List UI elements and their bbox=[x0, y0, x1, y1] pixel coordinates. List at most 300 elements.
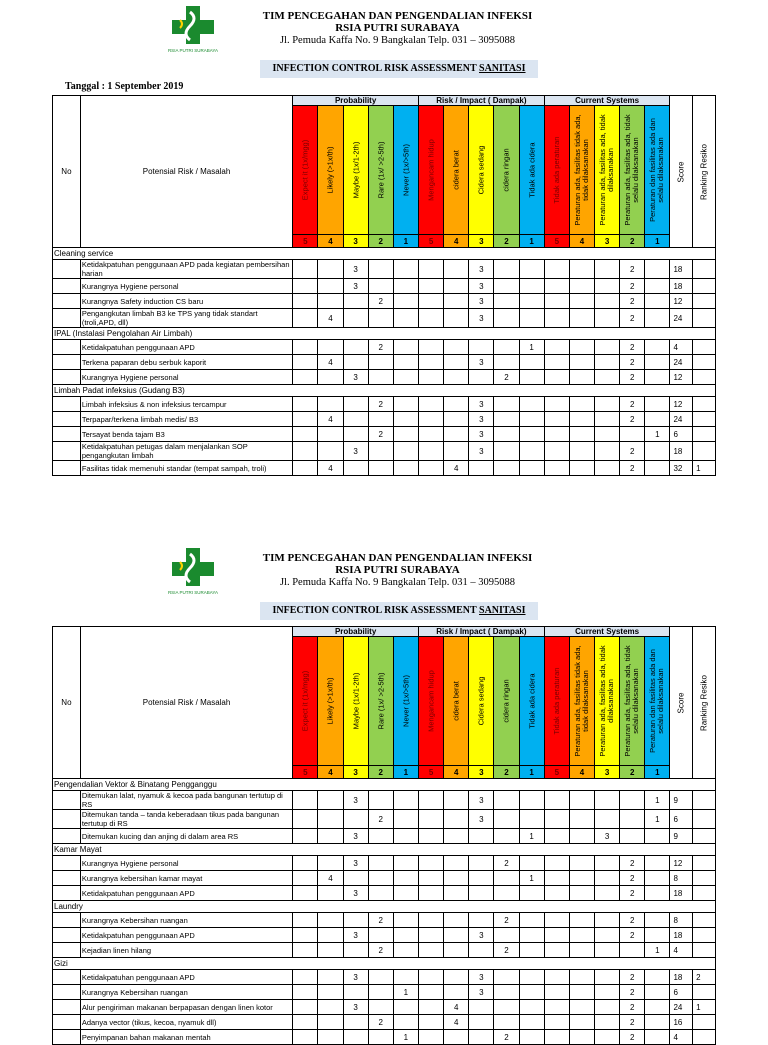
rating-cell-i: 3 bbox=[469, 397, 494, 412]
rating-cell-s bbox=[595, 913, 620, 928]
rating-cell-i bbox=[419, 370, 444, 385]
rating-cell-s bbox=[569, 928, 594, 943]
col-systems-label: Peraturan ada, fasilitas tidak ada, tidak dilaksanakan bbox=[572, 114, 590, 226]
rating-cell-i bbox=[519, 886, 544, 901]
rating-cell-p bbox=[343, 810, 368, 829]
col-impact-2 bbox=[469, 106, 494, 235]
rating-cell-i bbox=[419, 309, 444, 328]
col-systems-label: Peraturan ada, fasilitas ada, tidak dilaksanakan bbox=[598, 114, 616, 226]
col-prob-label: Never (1x/>5th) bbox=[401, 144, 411, 196]
rating-cell-p bbox=[368, 1000, 393, 1015]
rating-cell-p bbox=[293, 886, 318, 901]
category-row: Laundry bbox=[53, 901, 716, 913]
rating-cell-i bbox=[419, 913, 444, 928]
rating-cell-i bbox=[444, 856, 469, 871]
rating-cell-i bbox=[519, 294, 544, 309]
rating-cell-s bbox=[544, 871, 569, 886]
rating-cell-p bbox=[293, 985, 318, 1000]
rating-cell-p bbox=[293, 1015, 318, 1030]
rating-cell-p bbox=[293, 340, 318, 355]
rating-cell-p: 3 bbox=[343, 928, 368, 943]
rating-cell-i bbox=[444, 397, 469, 412]
rating-cell-p bbox=[293, 928, 318, 943]
rating-cell-p: 3 bbox=[343, 260, 368, 279]
rating-cell-p bbox=[393, 856, 418, 871]
rating-cell-i bbox=[494, 461, 519, 476]
scale-cell: 5 bbox=[419, 766, 444, 779]
rating-cell-s: 1 bbox=[645, 791, 670, 810]
rating-cell-p bbox=[293, 970, 318, 985]
score-cell: 12 bbox=[670, 294, 693, 309]
row-no-cell bbox=[53, 309, 81, 328]
rating-cell-i bbox=[419, 1030, 444, 1045]
rating-cell-s bbox=[569, 970, 594, 985]
rating-cell-i: 2 bbox=[494, 856, 519, 871]
rating-cell-p: 1 bbox=[393, 985, 418, 1000]
col-systems-4 bbox=[645, 106, 670, 235]
col-impact-1 bbox=[444, 637, 469, 766]
rating-cell-i bbox=[419, 1015, 444, 1030]
rating-cell-i bbox=[469, 871, 494, 886]
rating-cell-p: 2 bbox=[368, 810, 393, 829]
score-cell: 18 bbox=[670, 442, 693, 461]
ranking-cell bbox=[693, 829, 716, 844]
rating-cell-p bbox=[368, 370, 393, 385]
rating-cell-p bbox=[318, 260, 343, 279]
rating-cell-s: 2 bbox=[620, 294, 645, 309]
rating-cell-p bbox=[343, 309, 368, 328]
rating-cell-s: 3 bbox=[595, 829, 620, 844]
col-no-header: No bbox=[53, 627, 81, 779]
rating-cell-p bbox=[368, 461, 393, 476]
rating-cell-s: 2 bbox=[620, 985, 645, 1000]
rating-cell-s bbox=[544, 856, 569, 871]
score-cell: 8 bbox=[670, 871, 693, 886]
rating-cell-i bbox=[419, 260, 444, 279]
rating-cell-s bbox=[544, 1015, 569, 1030]
rating-cell-i bbox=[444, 309, 469, 328]
scale-cell: 2 bbox=[494, 766, 519, 779]
rating-cell-p bbox=[293, 370, 318, 385]
rating-cell-i bbox=[444, 943, 469, 958]
rating-cell-s: 2 bbox=[620, 279, 645, 294]
score-cell: 6 bbox=[670, 427, 693, 442]
rating-cell-s bbox=[595, 294, 620, 309]
rating-cell-i bbox=[419, 279, 444, 294]
rating-cell-p bbox=[393, 340, 418, 355]
col-prob-label: Rare (1x/ >2-5th) bbox=[376, 141, 386, 199]
rating-cell-i bbox=[494, 279, 519, 294]
rating-cell-p bbox=[343, 1015, 368, 1030]
rating-cell-s bbox=[595, 871, 620, 886]
table-row bbox=[53, 397, 716, 412]
rating-cell-s bbox=[595, 928, 620, 943]
rating-cell-s bbox=[544, 913, 569, 928]
rating-cell-s bbox=[595, 791, 620, 810]
col-impact-4 bbox=[519, 637, 544, 766]
rating-cell-p bbox=[318, 370, 343, 385]
rating-cell-s bbox=[544, 928, 569, 943]
row-risk-text: Alur pengiriman makanan berpapasan dengan linen kotor bbox=[80, 1000, 292, 1015]
letterhead-line1: TIM PENCEGAHAN DAN PENGENDALIAN INFEKSI bbox=[262, 552, 533, 564]
rating-cell-p: 4 bbox=[318, 461, 343, 476]
rating-cell-i bbox=[444, 412, 469, 427]
rating-cell-i bbox=[419, 791, 444, 810]
scale-cell: 1 bbox=[519, 766, 544, 779]
rating-cell-s bbox=[569, 412, 594, 427]
rating-cell-p: 4 bbox=[318, 355, 343, 370]
rating-cell-i bbox=[519, 913, 544, 928]
score-cell: 24 bbox=[670, 355, 693, 370]
rating-cell-i bbox=[494, 970, 519, 985]
rating-cell-i bbox=[494, 442, 519, 461]
rating-cell-i: 2 bbox=[494, 943, 519, 958]
rating-cell-p bbox=[393, 829, 418, 844]
rating-cell-i bbox=[419, 871, 444, 886]
rating-cell-s bbox=[544, 397, 569, 412]
table-row bbox=[53, 309, 716, 328]
rating-cell-p bbox=[368, 829, 393, 844]
letterhead-line1: TIM PENCEGAHAN DAN PENGENDALIAN INFEKSI bbox=[262, 10, 533, 22]
rating-cell-p: 3 bbox=[343, 970, 368, 985]
rating-cell-p bbox=[393, 370, 418, 385]
rating-cell-s bbox=[620, 829, 645, 844]
rating-cell-p bbox=[293, 309, 318, 328]
table-row bbox=[53, 340, 716, 355]
scale-cell: 3 bbox=[343, 235, 368, 248]
col-score-header bbox=[670, 627, 693, 779]
col-systems-3 bbox=[620, 637, 645, 766]
table-row bbox=[53, 970, 716, 985]
score-cell: 4 bbox=[670, 340, 693, 355]
rating-cell-i bbox=[494, 340, 519, 355]
rating-cell-s bbox=[595, 1030, 620, 1045]
rating-cell-i bbox=[494, 886, 519, 901]
rating-cell-i bbox=[494, 397, 519, 412]
rating-cell-i bbox=[419, 412, 444, 427]
rating-cell-p: 2 bbox=[368, 340, 393, 355]
rating-cell-p bbox=[318, 1030, 343, 1045]
rating-cell-i: 3 bbox=[469, 928, 494, 943]
row-no-cell bbox=[53, 279, 81, 294]
rating-cell-s bbox=[569, 856, 594, 871]
rating-cell-p bbox=[318, 427, 343, 442]
rating-cell-i bbox=[444, 928, 469, 943]
rating-cell-i: 4 bbox=[444, 1000, 469, 1015]
ranking-cell bbox=[693, 985, 716, 1000]
rating-cell-p bbox=[318, 810, 343, 829]
scale-cell: 4 bbox=[318, 235, 343, 248]
scale-cell: 5 bbox=[544, 766, 569, 779]
rating-cell-i bbox=[519, 943, 544, 958]
rating-cell-s bbox=[645, 1015, 670, 1030]
col-impact-label: Cidera sedang bbox=[476, 145, 486, 195]
rating-cell-i bbox=[519, 970, 544, 985]
col-impact-3 bbox=[494, 637, 519, 766]
rating-cell-s bbox=[569, 294, 594, 309]
row-risk-text: Pengangkutan limbah B3 ke TPS yang tidak standart (troli,APD, dll) bbox=[80, 309, 292, 328]
rating-cell-i bbox=[444, 829, 469, 844]
group-probability: Probability bbox=[293, 627, 419, 637]
rating-cell-p bbox=[393, 1015, 418, 1030]
col-impact-3 bbox=[494, 106, 519, 235]
col-impact-label: cidera berat bbox=[451, 150, 461, 190]
rating-cell-p: 1 bbox=[393, 1030, 418, 1045]
rating-cell-s bbox=[544, 1030, 569, 1045]
rating-cell-p bbox=[393, 279, 418, 294]
rating-cell-p bbox=[293, 1030, 318, 1045]
rating-cell-i bbox=[444, 886, 469, 901]
rating-cell-p bbox=[368, 442, 393, 461]
col-prob-3 bbox=[368, 106, 393, 235]
letterhead-address: Jl. Pemuda Kaffa No. 9 Bangkalan Telp. 031 – 3095088 bbox=[279, 577, 516, 588]
doc-title-2 bbox=[260, 602, 538, 620]
rating-cell-s bbox=[595, 810, 620, 829]
rating-cell-i bbox=[444, 340, 469, 355]
col-score-header bbox=[670, 96, 693, 248]
rating-cell-s bbox=[544, 412, 569, 427]
rating-cell-p bbox=[393, 913, 418, 928]
row-risk-text: Ketidakpatuhan penggunaan APD bbox=[80, 970, 292, 985]
score-cell: 24 bbox=[670, 412, 693, 427]
rating-cell-s bbox=[645, 442, 670, 461]
rating-cell-p bbox=[368, 871, 393, 886]
table-row bbox=[53, 943, 716, 958]
col-prob-4 bbox=[393, 106, 418, 235]
rating-cell-p bbox=[393, 1000, 418, 1015]
scale-cell: 3 bbox=[469, 235, 494, 248]
rating-cell-s: 2 bbox=[620, 970, 645, 985]
rating-cell-i bbox=[519, 412, 544, 427]
rating-cell-s bbox=[544, 442, 569, 461]
rating-cell-s bbox=[595, 340, 620, 355]
rating-cell-p bbox=[293, 856, 318, 871]
table-row bbox=[53, 412, 716, 427]
col-systems-label: Peraturan dan fasilitas ada dan selalu dilaksanakan bbox=[648, 118, 666, 222]
rating-cell-p: 2 bbox=[368, 943, 393, 958]
ranking-cell bbox=[693, 309, 716, 328]
rating-cell-s bbox=[569, 913, 594, 928]
col-systems-1 bbox=[569, 106, 594, 235]
rating-cell-s bbox=[544, 1000, 569, 1015]
date-label: Tanggal : 1 September 2019 bbox=[65, 81, 184, 92]
rating-cell-i bbox=[519, 810, 544, 829]
rating-cell-p bbox=[293, 829, 318, 844]
row-risk-text: Adanya vector (tikus, kecoa, nyamuk dll) bbox=[80, 1015, 292, 1030]
row-no-cell bbox=[53, 829, 81, 844]
rating-cell-s bbox=[544, 427, 569, 442]
row-no-cell bbox=[53, 913, 81, 928]
rating-cell-s bbox=[544, 943, 569, 958]
rating-cell-i bbox=[494, 260, 519, 279]
rating-cell-p bbox=[293, 260, 318, 279]
rating-cell-s bbox=[569, 370, 594, 385]
ranking-cell bbox=[693, 943, 716, 958]
rating-cell-i bbox=[444, 294, 469, 309]
rating-cell-p bbox=[293, 871, 318, 886]
rating-cell-p bbox=[293, 279, 318, 294]
doc-title-word: SANITASI bbox=[479, 605, 526, 616]
rating-cell-i bbox=[494, 427, 519, 442]
col-prob-label: Rare (1x/ >2-5th) bbox=[376, 672, 386, 730]
rating-cell-p bbox=[393, 871, 418, 886]
row-risk-text: Tersayat benda tajam B3 bbox=[80, 427, 292, 442]
rating-cell-s: 1 bbox=[645, 943, 670, 958]
rating-cell-s bbox=[645, 913, 670, 928]
rating-cell-i bbox=[444, 791, 469, 810]
rating-cell-p bbox=[343, 943, 368, 958]
rating-cell-p bbox=[318, 886, 343, 901]
col-systems-label: Peraturan ada, fasilitas tidak ada, tidak dilaksanakan bbox=[572, 645, 590, 757]
rating-cell-i: 1 bbox=[519, 340, 544, 355]
rating-cell-i bbox=[519, 279, 544, 294]
ranking-cell bbox=[693, 294, 716, 309]
rating-cell-p bbox=[368, 309, 393, 328]
rating-cell-s bbox=[544, 970, 569, 985]
rating-cell-p bbox=[393, 260, 418, 279]
rating-cell-p bbox=[393, 412, 418, 427]
group-probability: Probability bbox=[293, 96, 419, 106]
group-systems: Current Systems bbox=[544, 627, 670, 637]
col-systems-3 bbox=[620, 106, 645, 235]
rating-cell-i: 3 bbox=[469, 985, 494, 1000]
letterhead-line2: RSIA PUTRI SURABAYA bbox=[335, 564, 460, 576]
table-row bbox=[53, 886, 716, 901]
ranking-cell bbox=[693, 913, 716, 928]
rating-cell-s: 2 bbox=[620, 928, 645, 943]
ranking-cell bbox=[693, 442, 716, 461]
rating-cell-i bbox=[519, 260, 544, 279]
row-no-cell bbox=[53, 461, 81, 476]
rating-cell-i bbox=[444, 810, 469, 829]
rating-cell-p bbox=[343, 461, 368, 476]
rating-cell-i bbox=[519, 1000, 544, 1015]
row-no-cell bbox=[53, 412, 81, 427]
rating-cell-i bbox=[494, 871, 519, 886]
rating-cell-s bbox=[645, 928, 670, 943]
score-cell: 32 bbox=[670, 461, 693, 476]
score-label: Score bbox=[676, 692, 686, 713]
score-cell: 18 bbox=[670, 279, 693, 294]
row-no-cell bbox=[53, 810, 81, 829]
rating-cell-i bbox=[444, 1030, 469, 1045]
rating-cell-s bbox=[595, 886, 620, 901]
rating-cell-s: 2 bbox=[620, 309, 645, 328]
rating-cell-i bbox=[519, 427, 544, 442]
rating-cell-p bbox=[343, 985, 368, 1000]
rating-cell-p bbox=[318, 985, 343, 1000]
letterhead-address: Jl. Pemuda Kaffa No. 9 Bangkalan Telp. 031 – 3095088 bbox=[279, 35, 516, 46]
rating-cell-i bbox=[494, 829, 519, 844]
col-ranking-header bbox=[693, 96, 716, 248]
category-row: Limbah Padat infeksius (Gudang B3) bbox=[53, 385, 716, 397]
row-no-cell bbox=[53, 970, 81, 985]
col-impact-label: cidera berat bbox=[451, 681, 461, 721]
rating-cell-i bbox=[469, 829, 494, 844]
rating-cell-p bbox=[368, 886, 393, 901]
rating-cell-p bbox=[393, 810, 418, 829]
col-prob-4 bbox=[393, 637, 418, 766]
row-no-cell bbox=[53, 427, 81, 442]
row-risk-text: Ketidakpatuhan penggunaan APD pada kegiatan pembersihan harian bbox=[80, 260, 292, 279]
row-risk-text: Ketidakpatuhan penggunaan APD bbox=[80, 886, 292, 901]
rating-cell-i: 4 bbox=[444, 461, 469, 476]
rating-cell-s bbox=[645, 871, 670, 886]
ranking-cell bbox=[693, 1015, 716, 1030]
rating-cell-p bbox=[343, 397, 368, 412]
rating-cell-i bbox=[419, 442, 444, 461]
row-no-cell bbox=[53, 260, 81, 279]
rating-cell-p: 3 bbox=[343, 886, 368, 901]
rating-cell-p bbox=[393, 397, 418, 412]
row-risk-text: Penyimpanan bahan makanan mentah bbox=[80, 1030, 292, 1045]
rating-cell-i bbox=[494, 810, 519, 829]
col-systems-label: Peraturan ada, fasilitas ada, tidak selalu dilaksanakan bbox=[623, 114, 641, 226]
rating-cell-i bbox=[419, 294, 444, 309]
rating-cell-s: 2 bbox=[620, 461, 645, 476]
table-row bbox=[53, 913, 716, 928]
rating-cell-s bbox=[645, 340, 670, 355]
rating-cell-p: 3 bbox=[343, 856, 368, 871]
col-impact-1 bbox=[444, 106, 469, 235]
rating-cell-p bbox=[293, 294, 318, 309]
col-prob-label: Likely (>1x/th) bbox=[325, 677, 335, 725]
rating-cell-s bbox=[645, 370, 670, 385]
score-cell: 18 bbox=[670, 886, 693, 901]
rating-cell-p: 3 bbox=[343, 279, 368, 294]
col-systems-label: Peraturan ada, fasilitas ada, tidak selalu dilaksanakan bbox=[623, 645, 641, 757]
col-prob-3 bbox=[368, 637, 393, 766]
rating-cell-i bbox=[469, 856, 494, 871]
rating-cell-p bbox=[318, 856, 343, 871]
rating-cell-i: 1 bbox=[519, 871, 544, 886]
col-prob-label: Likely (>1x/th) bbox=[325, 146, 335, 194]
col-systems-4 bbox=[645, 637, 670, 766]
rating-cell-s bbox=[645, 355, 670, 370]
rating-cell-s: 1 bbox=[645, 427, 670, 442]
rating-cell-i bbox=[519, 397, 544, 412]
rating-cell-s: 2 bbox=[620, 370, 645, 385]
rating-cell-p bbox=[393, 309, 418, 328]
rating-cell-i bbox=[519, 442, 544, 461]
group-systems: Current Systems bbox=[544, 96, 670, 106]
row-no-cell bbox=[53, 1015, 81, 1030]
rating-cell-i: 2 bbox=[494, 913, 519, 928]
ranking-cell: 2 bbox=[693, 970, 716, 985]
scale-cell: 3 bbox=[469, 766, 494, 779]
rating-cell-p bbox=[368, 985, 393, 1000]
col-prob-label: Maybe (1x/1-2th) bbox=[351, 141, 361, 199]
row-risk-text: Kurangnya kebersihan kamar mayat bbox=[80, 871, 292, 886]
ranking-cell bbox=[693, 260, 716, 279]
rating-cell-p bbox=[318, 397, 343, 412]
col-impact-label: Cidera sedang bbox=[476, 676, 486, 726]
rating-cell-p bbox=[293, 442, 318, 461]
rating-cell-p bbox=[368, 279, 393, 294]
rating-cell-i bbox=[494, 928, 519, 943]
rating-cell-s bbox=[620, 810, 645, 829]
table-row bbox=[53, 427, 716, 442]
ranking-cell bbox=[693, 791, 716, 810]
rating-cell-p bbox=[318, 340, 343, 355]
rating-cell-i bbox=[494, 1015, 519, 1030]
col-impact-label: Mengancam hidup bbox=[426, 670, 436, 732]
rating-cell-p: 3 bbox=[343, 442, 368, 461]
rating-cell-i bbox=[519, 985, 544, 1000]
doc-title bbox=[260, 60, 538, 78]
row-no-cell bbox=[53, 355, 81, 370]
row-no-cell bbox=[53, 442, 81, 461]
